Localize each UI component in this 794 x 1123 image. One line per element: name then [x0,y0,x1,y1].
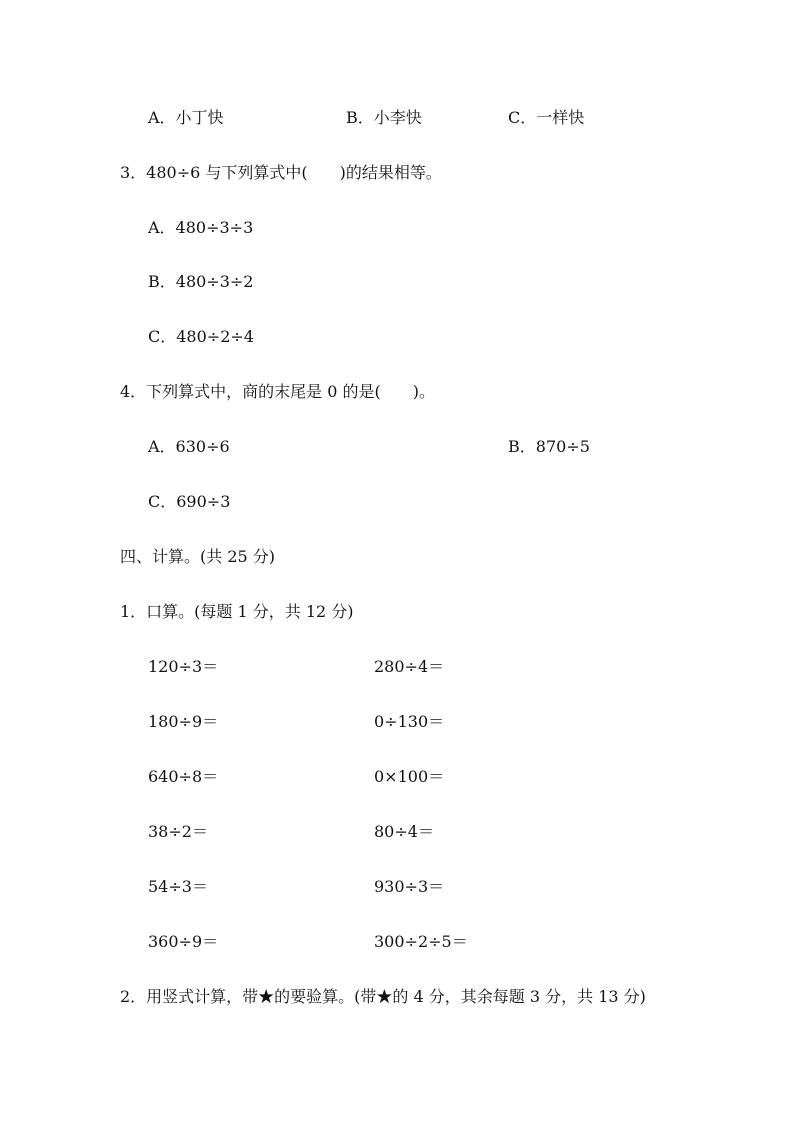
q4-stem: 4．下列算式中，商的末尾是 0 的是( )。 [120,382,436,401]
mental-item: 54÷3＝ [148,877,208,896]
mental-item: 640÷8＝ [148,767,219,786]
q3-stem: 3．480÷6 与下列算式中( )的结果相等。 [120,163,442,182]
mental-item: 0×100＝ [374,767,445,786]
mental-item: 300÷2÷5＝ [374,932,468,951]
q4-option-a: A．630÷6 [148,437,230,456]
part-1-title: 1．口算。(每题 1 分，共 12 分) [120,602,354,621]
q4-option-c: C．690÷3 [148,492,231,511]
q2-option-a: A．小丁快 [148,108,224,127]
mental-item: 80÷4＝ [374,822,434,841]
mental-item: 38÷2＝ [148,822,208,841]
mental-item: 180÷9＝ [148,712,219,731]
q2-option-c: C．一样快 [508,108,585,127]
mental-item: 280÷4＝ [374,657,445,676]
q2-option-b: B．小李快 [346,108,422,127]
mental-item: 930÷3＝ [374,877,445,896]
q4-option-b: B．870÷5 [508,437,590,456]
q3-option-c: C．480÷2÷4 [148,327,254,346]
q3-option-a: A．480÷3÷3 [148,218,254,237]
section-4-title: 四、计算。(共 25 分) [120,547,276,566]
mental-item: 360÷9＝ [148,932,219,951]
part-2-title: 2．用竖式计算，带★的要验算。(带★的 4 分，其余每题 3 分，共 13 分) [120,987,646,1006]
mental-item: 120÷3＝ [148,657,219,676]
mental-item: 0÷130＝ [374,712,445,731]
q3-option-b: B．480÷3÷2 [148,272,254,291]
